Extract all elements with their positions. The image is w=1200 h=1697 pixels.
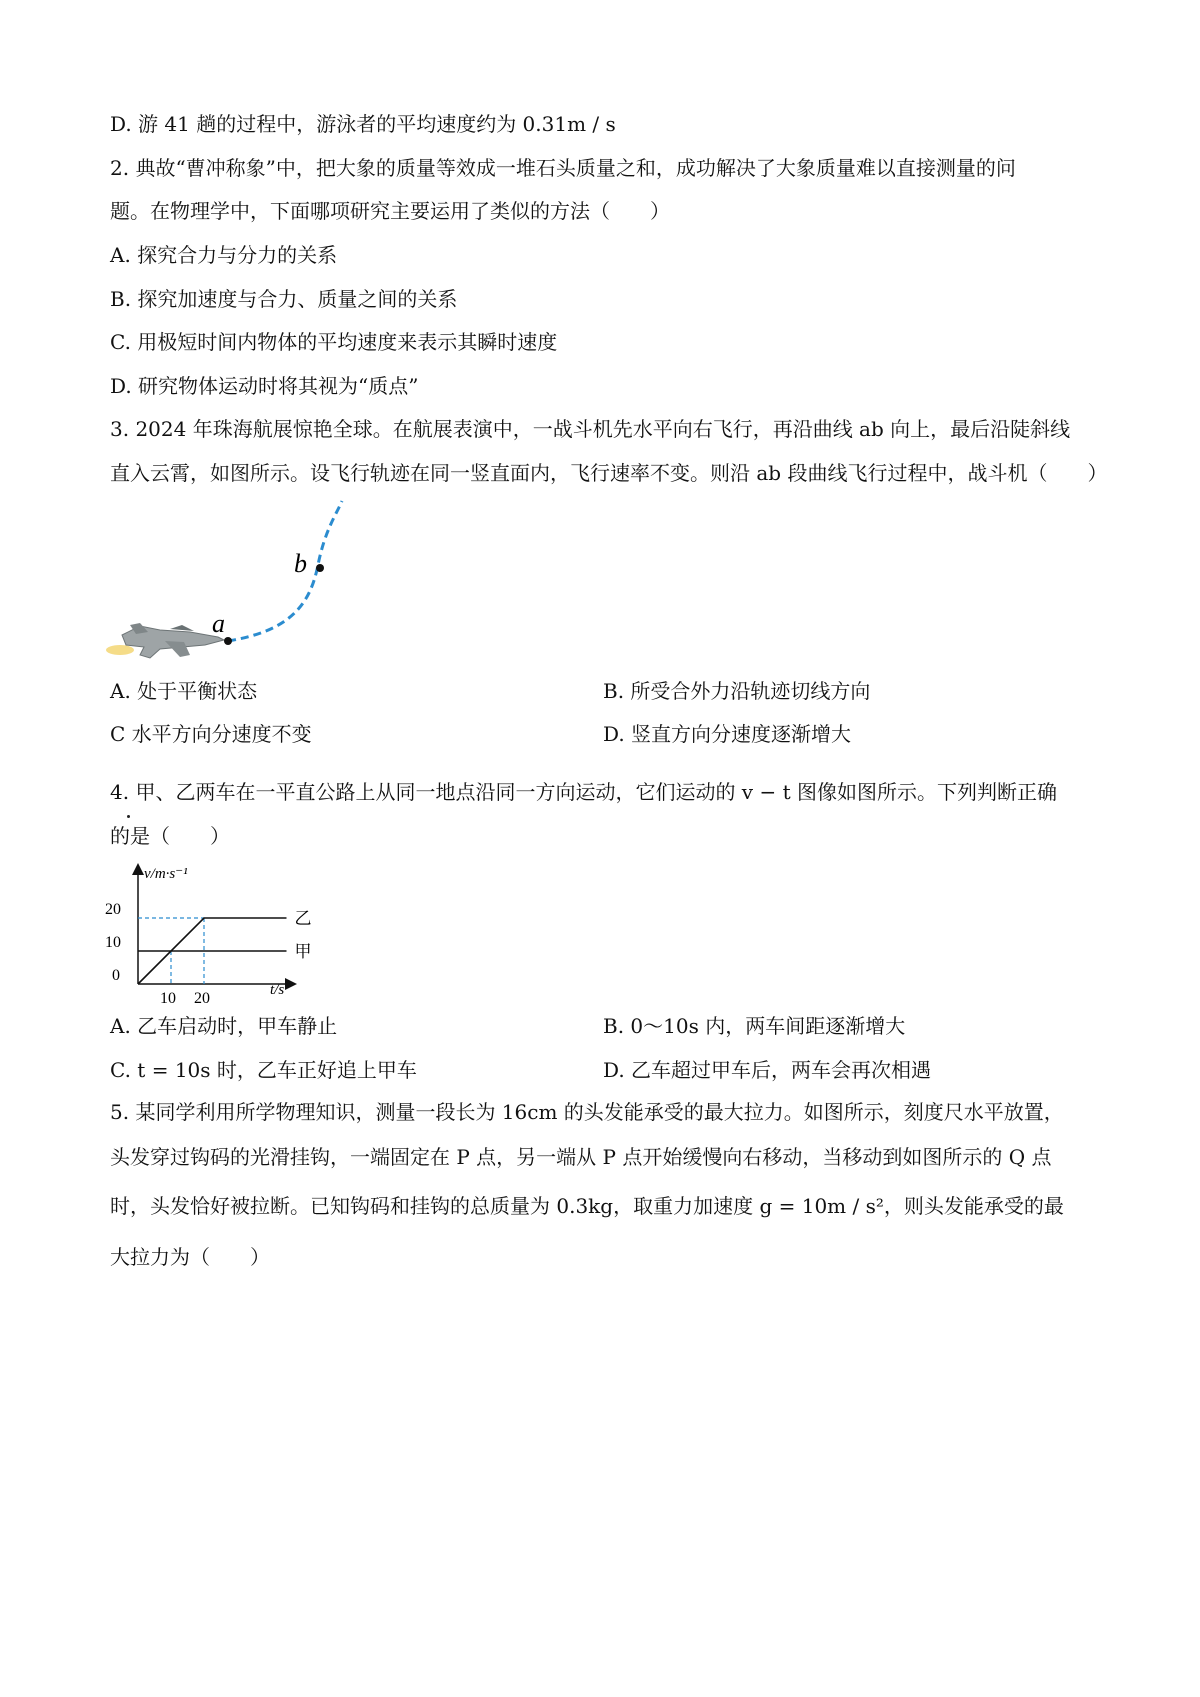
- vt-graph: [105, 860, 328, 1010]
- q3-stem-line2: 直入云霄，如图所示。设飞行轨迹在同一竖直面内，飞行速率不变。则沿 ab 段曲线飞行过程中，战斗机（ ）: [110, 461, 1108, 485]
- y-tick-10: 10: [105, 934, 121, 951]
- series-label-yi: 乙: [294, 909, 312, 928]
- q4-stem-line1: 4. 甲、乙两车在一平直公路上从同一地点沿同一方向运动，它们运动的 v − t 图像如图所示。下列判断正确: [110, 780, 1057, 804]
- trajectory-path: [228, 501, 342, 641]
- q3-option-b: B. 所受合外力沿轨迹切线方向: [603, 679, 871, 703]
- q3-option-a: A. 处于平衡状态: [110, 679, 258, 703]
- stray-dot: [127, 815, 130, 818]
- label-b: b: [294, 549, 307, 578]
- q2-option-b: B. 探究加速度与合力、质量之间的关系: [110, 287, 458, 311]
- x-tick-10: 10: [160, 990, 176, 1007]
- q1-option-d: D. 游 41 趟的过程中，游泳者的平均速度约为 0.31m / s: [110, 112, 616, 136]
- series-label-jia: 甲: [294, 942, 312, 961]
- y-tick-20: 20: [105, 901, 121, 918]
- point-a: [224, 637, 232, 645]
- q3-option-c: C 水平方向分速度不变: [110, 722, 312, 746]
- q4-option-a: A. 乙车启动时，甲车静止: [110, 1014, 338, 1038]
- q5-stem-line1: 5. 某同学利用所学物理知识，测量一段长为 16cm 的头发能承受的最大拉力。如图所示，刻度尺水平放置，: [110, 1100, 1064, 1124]
- y-tick-0: 0: [112, 967, 120, 984]
- q2-option-d: D. 研究物体运动时将其视为“质点”: [110, 374, 419, 398]
- fighter-jet-illustration: [106, 623, 224, 658]
- point-b: [316, 564, 324, 572]
- vt-marks: [138, 909, 312, 984]
- label-a: a: [212, 609, 225, 638]
- jet-trajectory-figure: [110, 495, 370, 670]
- q4-stem-line2: 的是（ ）: [110, 824, 230, 848]
- q5-stem-line2: 头发穿过钩码的光滑挂钩，一端固定在 P 点，另一端从 P 点开始缓慢向右移动，当移动到如图所示的 Q 点: [110, 1145, 1052, 1169]
- q4-option-c: C. t = 10s 时，乙车正好追上甲车: [110, 1058, 417, 1082]
- q4-option-b: B. 0～10s 内，两车间距逐渐增大: [603, 1014, 906, 1038]
- q5-stem-line3: 时，头发恰好被拉断。已知钩码和挂钩的总质量为 0.3kg，取重力加速度 g = 10m / s²，则头发能承受的最: [110, 1194, 1064, 1218]
- y-axis-label: v/m·s⁻¹: [144, 866, 188, 882]
- x-axis-label: t/s: [270, 982, 285, 998]
- q3-option-d: D. 竖直方向分速度逐渐增大: [603, 722, 852, 746]
- q5-stem-line4: 大拉力为（ ）: [110, 1245, 270, 1269]
- q2-option-a: A. 探究合力与分力的关系: [110, 243, 338, 267]
- q4-option-d: D. 乙车超过甲车后，两车会再次相遇: [603, 1058, 932, 1082]
- q2-option-c: C. 用极短时间内物体的平均速度来表示其瞬时速度: [110, 330, 558, 354]
- q2-stem-line1: 2. 典故“曹冲称象”中，把大象的质量等效成一堆石头质量之和，成功解决了大象质量难以直接测量的问: [110, 156, 1016, 180]
- q2-stem-line2: 题。在物理学中，下面哪项研究主要运用了类似的方法（ ）: [110, 199, 670, 223]
- x-tick-20: 20: [194, 990, 210, 1007]
- q3-stem-line1: 3. 2024 年珠海航展惊艳全球。在航展表演中，一战斗机先水平向右飞行，再沿曲线 ab 向上，最后沿陡斜线: [110, 417, 1071, 441]
